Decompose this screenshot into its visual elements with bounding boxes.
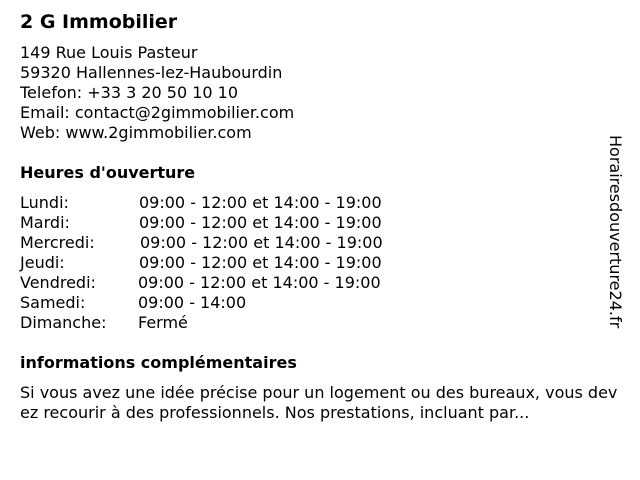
phone-line: Telefon: +33 3 20 50 10 10 (20, 83, 239, 102)
hours-heading: Heures d'ouverture (20, 163, 196, 182)
email-line: Email: contact@2gimmobilier.com (20, 103, 295, 122)
web-line: Web: www.2gimmobilier.com (20, 123, 252, 142)
hours-time: 09:00 - 12:00 et 14:00 - 19:00 (139, 253, 382, 272)
address-street: 149 Rue Louis Pasteur (20, 43, 198, 62)
hours-table (20, 193, 620, 333)
hours-time: 09:00 - 14:00 (138, 293, 247, 312)
hours-time: 09:00 - 12:00 et 14:00 - 19:00 (139, 213, 382, 232)
hours-time: Fermé (138, 313, 188, 332)
info-heading: informations complémentaires (20, 353, 297, 372)
hours-row-lundi (20, 193, 620, 213)
business-listing (20, 10, 620, 423)
hours-row-jeudi (20, 253, 620, 273)
hours-row-samedi (20, 293, 620, 313)
hours-time: 09:00 - 12:00 et 14:00 - 19:00 (140, 233, 383, 252)
hours-day: Mardi: (20, 213, 70, 232)
hours-row-vendredi (20, 273, 620, 293)
hours-day: Jeudi: (20, 253, 65, 272)
address-city: 59320 Hallennes-lez-Haubourdin (20, 63, 283, 82)
hours-row-dimanche (20, 313, 620, 333)
hours-day: Lundi: (20, 193, 69, 212)
hours-day: Dimanche: (20, 313, 107, 332)
info-text: Si vous avez une idée précise pour un logement ou des bureaux, vous devez recourir à des professionnels. Nos prestations, incluant par... (20, 383, 618, 422)
contact-block (20, 43, 620, 143)
hours-day: Samedi: (20, 293, 86, 312)
hours-row-mercredi (20, 233, 620, 253)
hours-day: Vendredi: (20, 273, 96, 292)
site-watermark: Horairesdouverture24.fr (606, 135, 625, 329)
hours-row-mardi (20, 213, 620, 233)
hours-time: 09:00 - 12:00 et 14:00 - 19:00 (139, 193, 382, 212)
business-name: 2 G Immobilier (20, 11, 178, 33)
hours-time: 09:00 - 12:00 et 14:00 - 19:00 (138, 273, 381, 292)
hours-day: Mercredi: (20, 233, 95, 252)
